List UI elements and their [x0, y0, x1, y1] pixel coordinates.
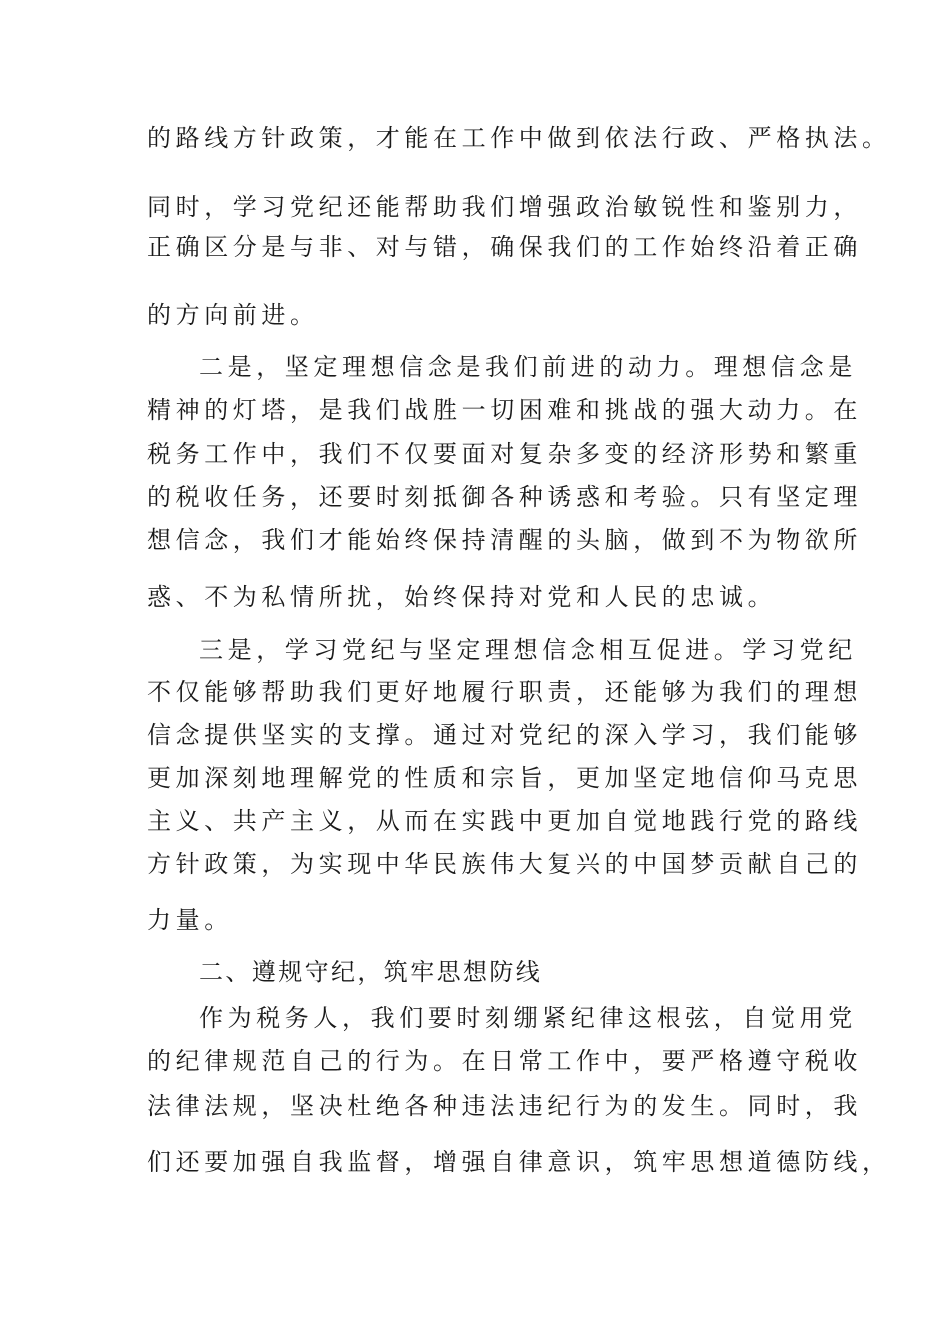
text-line: 更加深刻地理解党的性质和宗旨，更加坚定地信仰马克思 — [147, 764, 862, 792]
paragraph-start-line: 三是，学习党纪与坚定理想信念相互促进。学习党纪 — [199, 636, 857, 664]
text-line: 惑、不为私情所扰，始终保持对党和人民的忠诚。 — [147, 583, 777, 611]
text-line: 不仅能够帮助我们更好地履行职责，还能够为我们的理想 — [147, 678, 862, 706]
text-line: 们还要加强自我监督，增强自律意识，筑牢思想道德防线， — [147, 1148, 891, 1176]
section-heading: 二、遵规守纪，筑牢思想防线 — [199, 958, 543, 986]
text-line: 税务工作中，我们不仅要面对复杂多变的经济形势和繁重 — [147, 440, 862, 468]
text-line: 的纪律规范自己的行为。在日常工作中，要严格遵守税收 — [147, 1047, 862, 1075]
paragraph-start-line: 二是，坚定理想信念是我们前进的动力。理想信念是 — [199, 353, 857, 381]
text-line: 的税收任务，还要时刻抵御各种诱惑和考验。只有坚定理 — [147, 483, 862, 511]
text-line: 力量。 — [147, 906, 233, 934]
text-line: 的方向前进。 — [147, 301, 319, 329]
text-line: 方针政策，为实现中华民族伟大复兴的中国梦贡献自己的 — [147, 850, 862, 878]
text-line: 精神的灯塔，是我们战胜一切困难和挑战的强大动力。在 — [147, 396, 862, 424]
paragraph-start-line: 作为税务人，我们要时刻绷紧纪律这根弦，自觉用党 — [199, 1004, 857, 1032]
text-line: 信念提供坚实的支撑。通过对党纪的深入学习，我们能够 — [147, 721, 862, 749]
text-line: 同时，学习党纪还能帮助我们增强政治敏锐性和鉴别力， — [147, 193, 862, 221]
text-line: 想信念，我们才能始终保持清醒的头脑，做到不为物欲所 — [147, 526, 862, 554]
text-line: 主义、共产主义，从而在实践中更加自觉地践行党的路线 — [147, 807, 862, 835]
text-line: 正确区分是与非、对与错，确保我们的工作始终沿着正确 — [147, 233, 862, 261]
text-line: 的路线方针政策，才能在工作中做到依法行政、严格执法。 — [147, 124, 891, 152]
text-line: 法律法规，坚决杜绝各种违法违纪行为的发生。同时，我 — [147, 1092, 862, 1120]
